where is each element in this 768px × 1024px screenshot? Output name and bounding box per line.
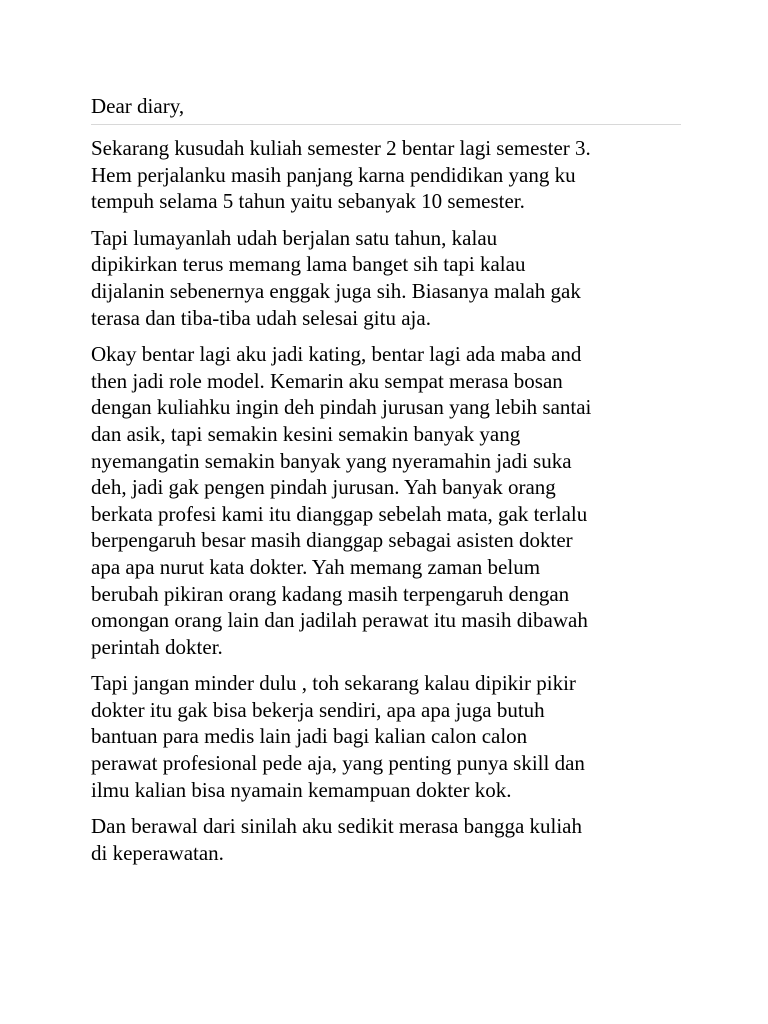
paragraph-3 xyxy=(91,341,681,660)
document-page xyxy=(91,92,681,866)
text-line: dijalanin sebenernya enggak juga sih. Biasanya malah gak xyxy=(91,278,581,303)
text-line: bantuan para medis lain jadi bagi kalian calon calon xyxy=(91,724,528,749)
text-line: tempuh selama 5 tahun yaitu sebanyak 10 semester. xyxy=(91,189,525,214)
text-line: berubah pikiran orang kadang masih terpengaruh dengan xyxy=(91,581,570,606)
text-line: deh, jadi gak pengen pindah jurusan. Yah banyak orang xyxy=(91,475,556,500)
text-line: Dan berawal dari sinilah aku sedikit merasa bangga kuliah xyxy=(91,814,582,839)
text-line: Tapi lumayanlah udah berjalan satu tahun, kalau xyxy=(91,225,498,250)
text-line: dokter itu gak bisa bekerja sendiri, apa apa juga butuh xyxy=(91,697,545,722)
paragraph-1 xyxy=(91,135,681,215)
text-line: dipikirkan terus memang lama banget sih tapi kalau xyxy=(91,252,526,277)
text-line: omongan orang lain dan jadilah perawat itu masih dibawah xyxy=(91,608,588,633)
text-line: di keperawatan. xyxy=(91,840,224,865)
paragraph-4 xyxy=(91,670,681,803)
text-line: berkata profesi kami itu dianggap sebelah mata, gak terlalu xyxy=(91,501,588,526)
text-line: Sekarang kusudah kuliah semester 2 bentar lagi semester 3. xyxy=(91,136,591,160)
text-line: perintah dokter. xyxy=(91,634,223,659)
text-line: dengan kuliahku ingin deh pindah jurusan yang lebih santai xyxy=(91,395,592,420)
text-line: dan asik, tapi semakin kesini semakin banyak yang xyxy=(91,421,521,446)
diary-heading: Dear diary, xyxy=(91,92,681,125)
text-line: perawat profesional pede aja, yang penting punya skill dan xyxy=(91,751,585,776)
text-line: nyemangatin semakin banyak yang nyeramahin jadi suka xyxy=(91,448,572,473)
paragraph-5 xyxy=(91,813,681,866)
text-line: berpengaruh besar masih dianggap sebagai asisten dokter xyxy=(91,528,573,553)
text-line: then jadi role model. Kemarin aku sempat merasa bosan xyxy=(91,368,563,393)
text-line: apa apa nurut kata dokter. Yah memang zaman belum xyxy=(91,554,541,579)
paragraph-2 xyxy=(91,225,681,331)
text-line: ilmu kalian bisa nyamain kemampuan dokter kok. xyxy=(91,777,512,802)
text-line: Hem perjalanku masih panjang karna pendidikan yang ku xyxy=(91,162,576,187)
text-line: terasa dan tiba-tiba udah selesai gitu aja. xyxy=(91,305,431,330)
text-line: Okay bentar lagi aku jadi kating, bentar lagi ada maba and xyxy=(91,342,582,367)
text-line: Tapi jangan minder dulu , toh sekarang kalau dipikir pikir xyxy=(91,671,576,696)
